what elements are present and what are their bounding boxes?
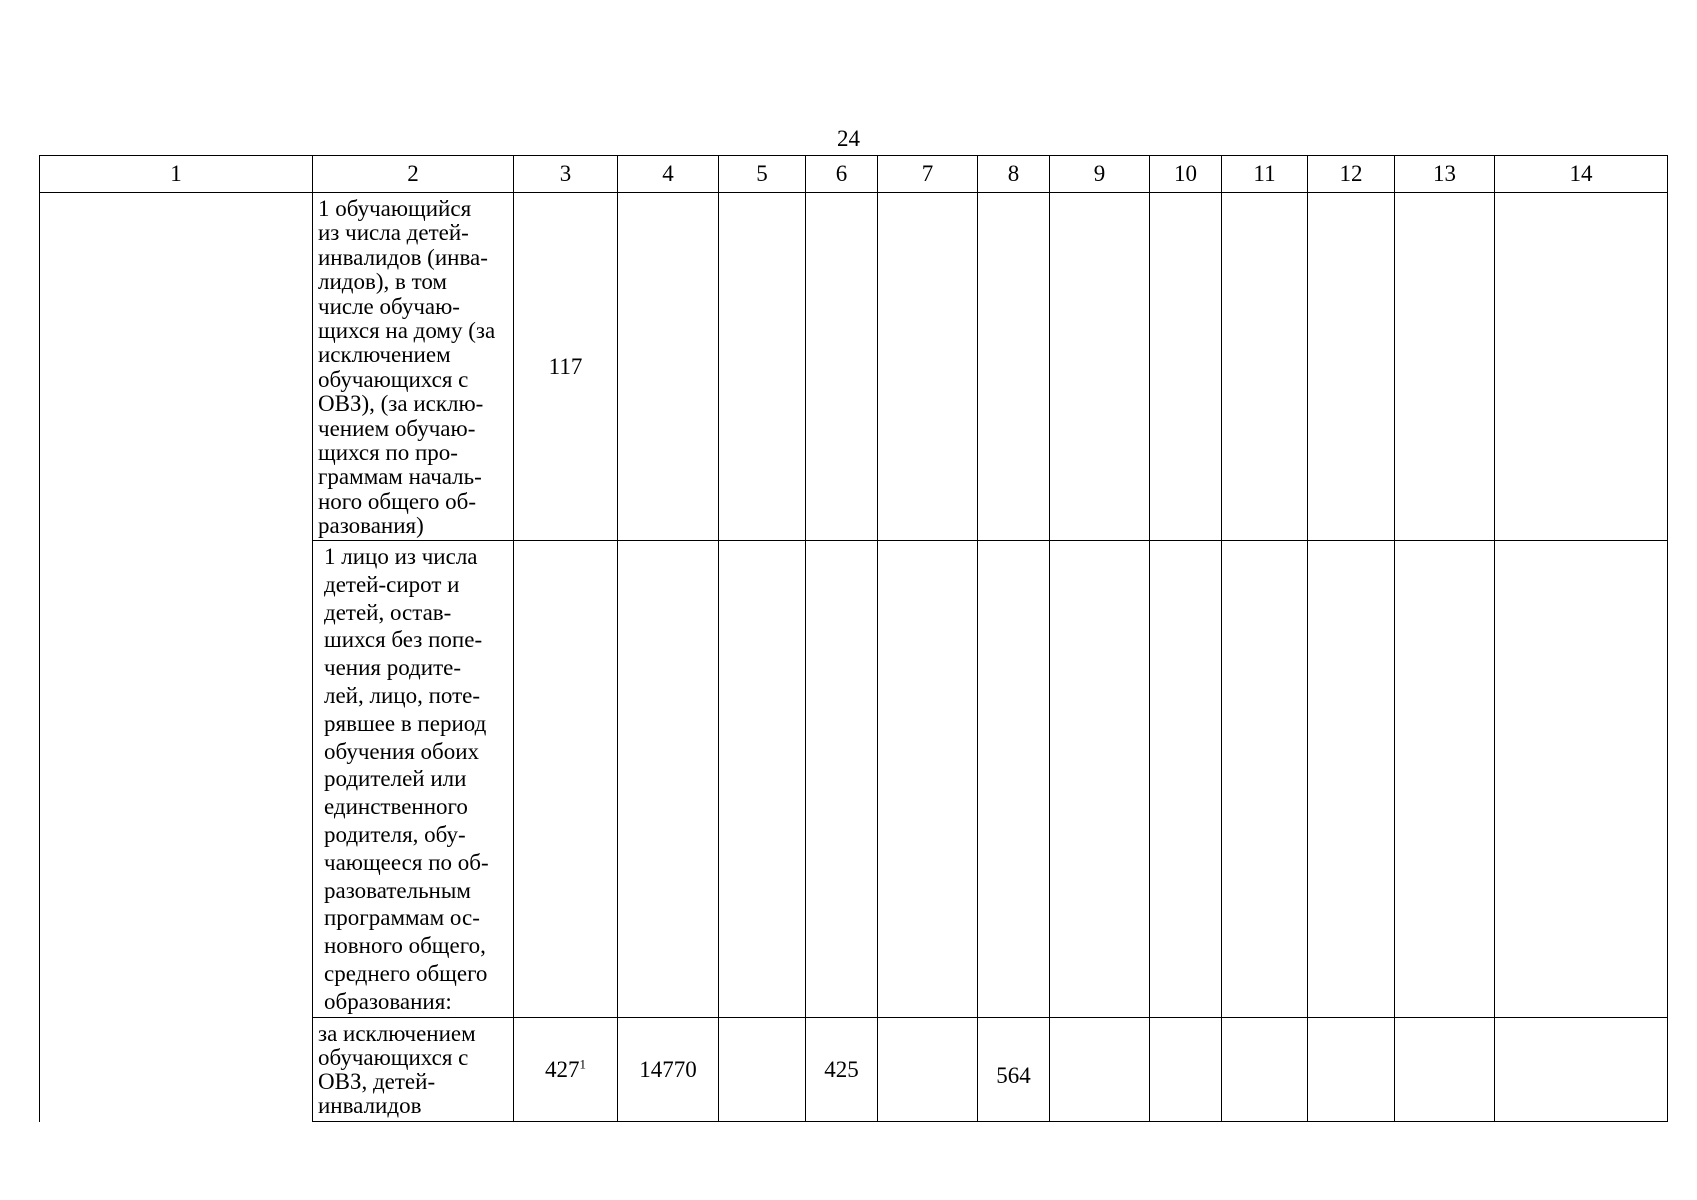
value-cell <box>1222 193 1308 541</box>
value-cell <box>1222 541 1308 1018</box>
value-cell <box>1395 541 1495 1018</box>
description-line: родителя, обу- <box>324 821 466 847</box>
column-header: 1 <box>40 156 313 193</box>
value-cell <box>719 1018 806 1122</box>
value-cell <box>1495 1018 1668 1122</box>
description-line: щихся по про- <box>318 440 458 466</box>
page-number: 24 <box>837 126 860 151</box>
value-cell <box>1308 1018 1395 1122</box>
description-line: образования: <box>324 988 452 1014</box>
value-cell <box>978 541 1050 1018</box>
description-line: чением обучаю- <box>318 415 476 441</box>
description-line: детей-сирот и <box>324 571 460 597</box>
value-cell <box>878 193 978 541</box>
row-description <box>313 541 514 1018</box>
value-cell <box>1150 193 1222 541</box>
description-line: родителей или <box>324 766 467 792</box>
description-line: новного общего, <box>324 933 486 959</box>
value-cell <box>1495 193 1668 541</box>
value-cell-col4 <box>618 193 719 541</box>
description-line: среднего общего <box>324 960 488 986</box>
description-line: рявшее в период <box>324 710 487 736</box>
description-line: 1 лицо из числа <box>324 544 478 569</box>
value-cell <box>1150 541 1222 1018</box>
column-header: 10 <box>1150 156 1222 193</box>
value-cell <box>1395 193 1495 541</box>
column-header: 8 <box>978 156 1050 193</box>
value-cell-col3 <box>514 1018 618 1122</box>
table-row <box>40 193 1668 541</box>
description-line: ного общего об- <box>318 488 477 514</box>
column-header: 6 <box>806 156 878 193</box>
value-cell <box>1495 541 1668 1018</box>
row-description <box>313 193 514 541</box>
description-line: программам ос- <box>324 905 480 931</box>
description-line: чающееся по об- <box>324 849 489 875</box>
value-cell <box>1150 1018 1222 1122</box>
description-line: обучения обоих <box>324 738 480 764</box>
value-cell <box>878 541 978 1018</box>
value-cell-col8 <box>978 1018 1050 1122</box>
column-header: 4 <box>618 156 719 193</box>
value-cell-col3 <box>514 193 618 541</box>
description-line: разовательным <box>324 877 471 903</box>
description-line: детей, остав- <box>324 599 452 625</box>
description-line: шихся без попе- <box>324 627 483 653</box>
description-line: разования) <box>318 513 424 539</box>
description-line: ОВЗ), (за исклю- <box>318 391 484 417</box>
column-number-row <box>40 156 1668 193</box>
value-cell <box>1222 1018 1308 1122</box>
column-header: 3 <box>514 156 618 193</box>
description-line: за исключением <box>318 1021 476 1046</box>
value-cell-col8 <box>978 193 1050 541</box>
value-text: 425 <box>824 1056 859 1082</box>
value-text: 117 <box>548 353 583 379</box>
column-header: 2 <box>313 156 514 193</box>
value-cell-col6 <box>806 193 878 541</box>
value-text: 14770 <box>639 1056 697 1082</box>
value-cell <box>1308 193 1395 541</box>
value-cell <box>719 541 806 1018</box>
value-cell <box>806 541 878 1018</box>
description-line: ОВЗ, детей- <box>318 1069 436 1094</box>
value-cell <box>1050 541 1150 1018</box>
description-line: числе обучаю- <box>318 293 460 319</box>
description-line: щихся на дому (за <box>318 318 496 344</box>
description-line: лидов), в том <box>318 269 447 295</box>
column-header: 11 <box>1222 156 1308 193</box>
value-cell <box>1050 1018 1150 1122</box>
tariff-table <box>39 155 1668 1122</box>
column-header: 12 <box>1308 156 1395 193</box>
value-cell <box>514 541 618 1018</box>
description-line: из числа детей- <box>318 220 469 246</box>
value-cell <box>878 1018 978 1122</box>
description-line: 1 обучающийся <box>318 196 472 221</box>
description-line: чения родите- <box>324 655 461 681</box>
description-line: исключением <box>318 342 451 368</box>
footnote-marker: 1 <box>579 1055 586 1071</box>
description-line: обучающихся с <box>318 366 469 392</box>
value-cell <box>1308 541 1395 1018</box>
value-cell <box>618 541 719 1018</box>
value-text: 427 <box>545 1056 580 1082</box>
description-line: единственного <box>324 794 468 820</box>
value-cell <box>1050 193 1150 541</box>
description-line: лей, лицо, поте- <box>324 682 481 708</box>
column-header: 14 <box>1495 156 1668 193</box>
value-cell-col6 <box>806 1018 878 1122</box>
category-cell <box>40 193 313 1122</box>
row-description <box>313 1018 514 1122</box>
description-line: инвалидов <box>318 1093 422 1118</box>
description-line: обучающихся с <box>318 1045 469 1070</box>
value-text: 564 <box>996 1062 1031 1088</box>
description-line: граммам началь- <box>318 464 482 490</box>
value-cell <box>719 193 806 541</box>
description-line: инвалидов (инва- <box>318 244 488 270</box>
value-cell <box>1395 1018 1495 1122</box>
column-header: 7 <box>878 156 978 193</box>
column-header: 9 <box>1050 156 1150 193</box>
value-cell-col4 <box>618 1018 719 1122</box>
column-header: 5 <box>719 156 806 193</box>
column-header: 13 <box>1395 156 1495 193</box>
